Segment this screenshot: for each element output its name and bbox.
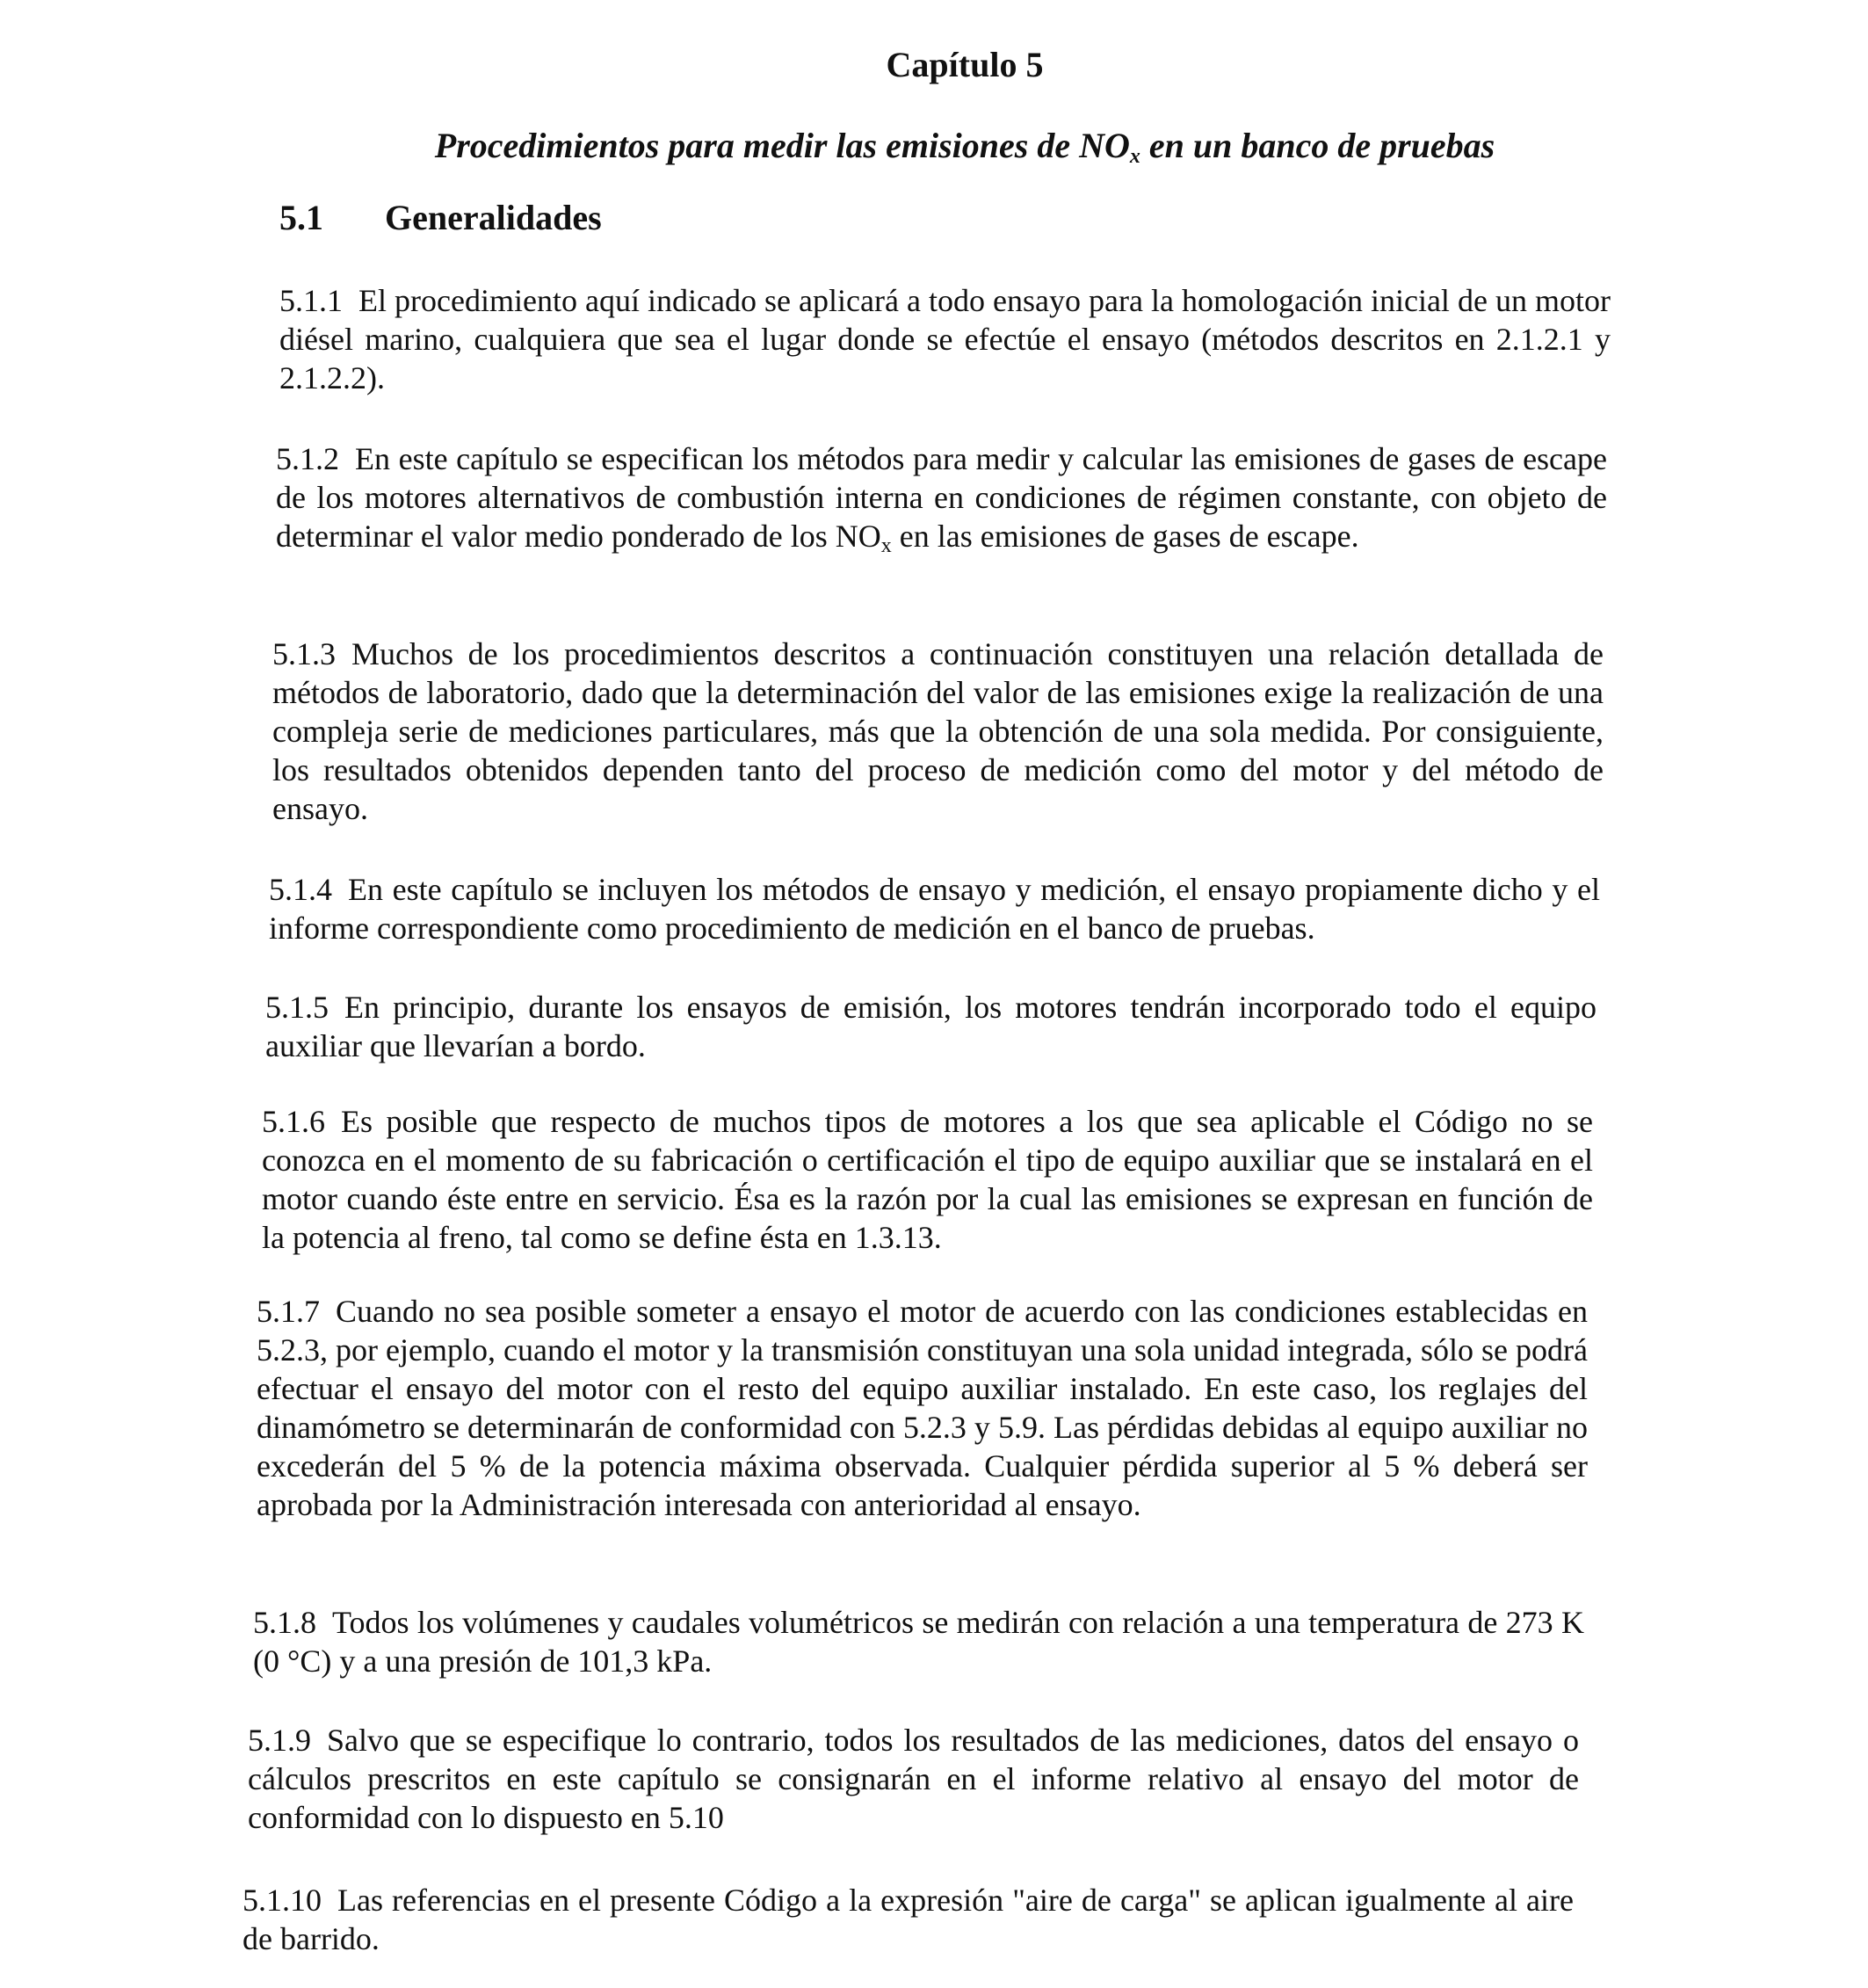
paragraph-number: 5.1.3: [272, 636, 336, 671]
paragraph-number: 5.1.5: [265, 990, 329, 1025]
paragraph-5-1-3: [272, 635, 1604, 828]
paragraph-text: Todos los volúmenes y caudales volumétricos se medirán con relación a una temperatura de 273 K (0 °C) y a una presión de 101,3 kPa.: [253, 1605, 1584, 1679]
chapter-subtitle-subscript: x: [1129, 145, 1140, 168]
section-heading: [279, 195, 602, 241]
paragraph-text: Salvo que se especifique lo contrario, todos los resultados de las mediciones, datos del ensayo o cálculos prescritos en este capítulo se consignarán en el informe relativo al ensayo del motor de conformidad con lo dispuesto en 5.10: [248, 1723, 1579, 1835]
paragraph-number: 5.1.7: [257, 1294, 320, 1329]
paragraph-5-1-8: [253, 1603, 1584, 1680]
chapter-subtitle-before: Procedimientos para medir las emisiones de NO: [434, 126, 1130, 165]
paragraph-text: Cuando no sea posible someter a ensayo el motor de acuerdo con las condiciones establecidas en 5.2.3, por ejemplo, cuando el motor y la transmisión constituyan una sola unidad integrada, sólo se podrá efectuar el ensayo del motor con el resto del equipo auxiliar instalado. En este caso, los reglajes del dinamómetro se determinarán de conformidad con 5.2.3 y 5.9. Las pérdidas debidas al equipo auxiliar no excederán del 5 % de la potencia máxima observada. Cualquier pérdida superior al 5 % deberá ser aprobada por la Administración interesada con anterioridad al ensayo.: [257, 1294, 1588, 1522]
paragraph-number: 5.1.9: [248, 1723, 311, 1758]
paragraph-text: El procedimiento aquí indicado se aplicará a todo ensayo para la homologación inicial de un motor diésel marino, cualquiera que sea el lugar donde se efectúe el ensayo (métodos descritos en 2.1.2.1 y 2.1.2.2).: [279, 283, 1611, 395]
chapter-subtitle: [0, 123, 1868, 169]
paragraph-5-1-9: [248, 1721, 1579, 1837]
paragraph-5-1-4: [269, 870, 1600, 947]
paragraph-number: 5.1.4: [269, 872, 332, 907]
paragraph-number: 5.1.1: [279, 283, 343, 318]
paragraph-number: 5.1.6: [262, 1104, 325, 1139]
paragraph-text: Es posible que respecto de muchos tipos de motores a los que sea aplicable el Código no se conozca en el momento de su fabricación o certificación el tipo de equipo auxiliar que se instalará en el motor cuando éste entre en servicio. Ésa es la razón por la cual las emisiones se expresan en función de la potencia al freno, tal como se define ésta en 1.3.13.: [262, 1104, 1593, 1255]
paragraph-5-1-5: [265, 988, 1596, 1065]
paragraph-5-1-1: [279, 281, 1611, 397]
section-title: Generalidades: [385, 198, 602, 237]
paragraph-5-1-10: [243, 1881, 1574, 1958]
paragraph-5-1-2: [276, 439, 1607, 555]
paragraph-text: En este capítulo se especifican los métodos para medir y calcular las emisiones de gases de escape de los motores alternativos de combustión interna en condiciones de régimen constante, con objeto de determinar el valor medio ponderado de los NO: [276, 441, 1607, 554]
paragraph-number: 5.1.10: [243, 1883, 322, 1918]
paragraph-text: Las referencias en el presente Código a la expresión "aire de carga" se aplican igualmente al aire de barrido.: [243, 1883, 1574, 1956]
paragraph-number: 5.1.8: [253, 1605, 316, 1640]
paragraph-text-after: en las emisiones de gases de escape.: [891, 519, 1359, 554]
paragraph-text: En este capítulo se incluyen los métodos de ensayo y medición, el ensayo propiamente dicho y el informe correspondiente como procedimiento de medición en el banco de pruebas.: [269, 872, 1600, 946]
paragraph-number: 5.1.2: [276, 441, 339, 476]
paragraph-5-1-7: [257, 1292, 1588, 1524]
paragraph-subscript: x: [880, 534, 892, 557]
chapter-subtitle-after: en un banco de pruebas: [1140, 126, 1495, 165]
chapter-title: Capítulo 5: [886, 45, 1044, 84]
paragraph-text: En principio, durante los ensayos de emisión, los motores tendrán incorporado todo el equipo auxiliar que llevarían a bordo.: [265, 990, 1596, 1063]
paragraph-5-1-6: [262, 1102, 1593, 1257]
paragraph-text: Muchos de los procedimientos descritos a continuación constituyen una relación detallada de métodos de laboratorio, dado que la determinación del valor de las emisiones exige la realización de una compleja serie de mediciones particulares, más que la obtención de una sola medida. Por consiguiente, los resultados obtenidos dependen tanto del proceso de medición como del motor y del método de ensayo.: [272, 636, 1604, 826]
section-number: 5.1: [279, 198, 323, 237]
